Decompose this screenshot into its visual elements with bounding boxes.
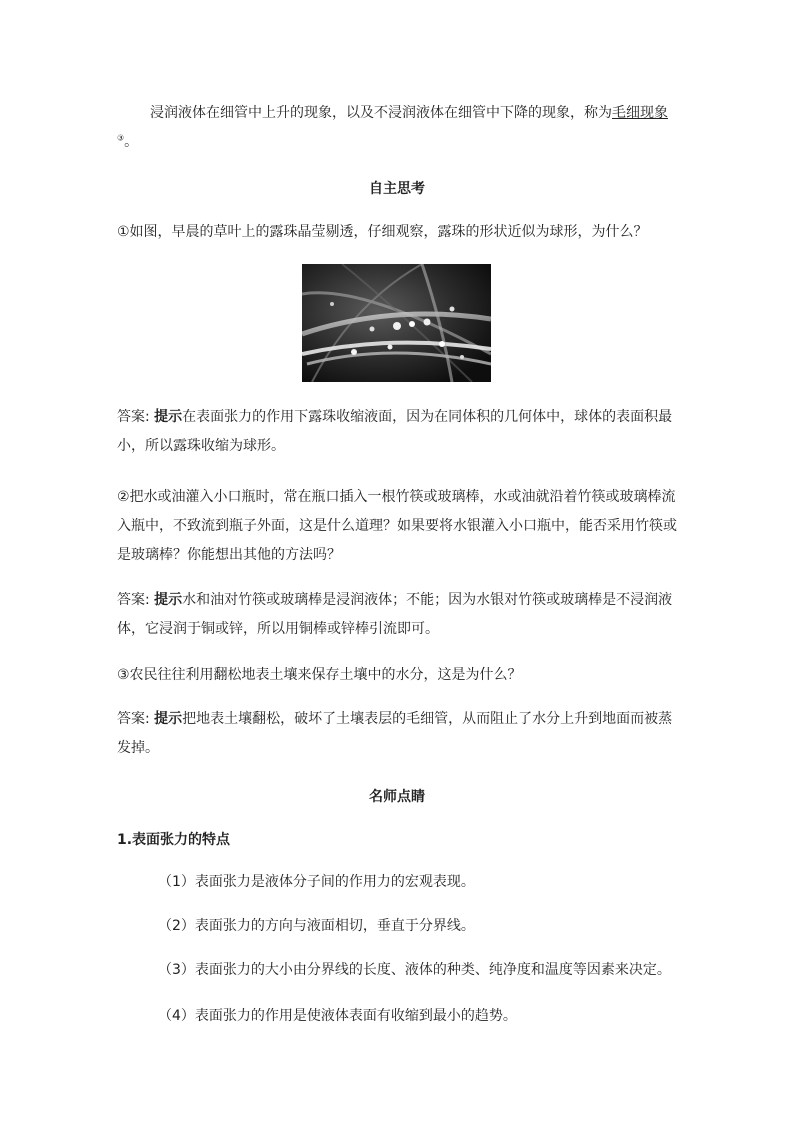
point-1-item: （4）表面张力的作用是使液体表面有收缩到最小的趋势。 [158,1008,517,1024]
answer-2 [117,586,677,644]
answer-1-label: 答案: [117,409,150,425]
answer-2-text: 水和油对竹筷或玻璃棒是浸润液体；不能；因为水银对竹筷或玻璃棒是不浸润液体，它浸润于铜或锌，所以用铜棒或锌棒引流即可。 [117,592,673,637]
point-1-heading: 1.表面张力的特点 [117,832,231,848]
answer-3 [117,705,677,763]
answer-3-label: 答案: [117,711,150,727]
capillary-term: 毛细现象 [612,105,668,121]
answer-1 [117,403,677,461]
point-1-item: （1）表面张力是液体分子间的作用力的宏观表现。 [158,874,475,890]
dew-grass-image [302,264,491,382]
answer-1-hint: 提示 [154,409,183,425]
question-3: ③农民往往利用翻松地表土壤来保存土壤中的水分，这是为什么？ [117,667,522,683]
point-1-item: （3）表面张力的大小由分界线的长度、液体的种类、纯净度和温度等因素来决定。 [158,962,671,978]
intro-text: 浸润液体在细管中上升的现象，以及不浸润液体在细管中下降的现象，称为 [150,105,612,121]
answer-3-hint: 提示 [154,711,183,727]
answer-2-hint: 提示 [154,592,183,608]
question-2: ②把水或油灌入小口瓶时，常在瓶口插入一根竹筷或玻璃棒，水或油就沿着竹筷或玻璃棒流入瓶中，不致流到瓶子外面，这是什么道理？如果要将水银灌入小口瓶中，能否采用竹筷或是玻璃棒？你能想出其他的方法吗？ [117,489,677,563]
section-title-teacher-notes: 名师点睛 [369,789,425,805]
answer-2-label: 答案: [117,592,150,608]
answer-3-text: 把地表土壤翻松，破坏了土壤表层的毛细管，从而阻止了水分上升到地面而被蒸发掉。 [117,711,673,756]
answer-1-text: 在表面张力的作用下露珠收缩液面，因为在同体积的几何体中，球体的表面积最小，所以露珠收缩为球形。 [117,409,673,454]
intro-paragraph [117,99,677,157]
section-title-self-thinking: 自主思考 [369,181,425,197]
footnote-mark: ③ [117,133,125,143]
intro-end: 。 [124,134,139,150]
dew-grass-photo [302,264,491,382]
question-1: ①如图，早晨的草叶上的露珠晶莹剔透，仔细观察，露珠的形状近似为球形，为什么？ [117,224,648,240]
point-1-item: （2）表面张力的方向与液面相切，垂直于分界线。 [158,918,475,934]
